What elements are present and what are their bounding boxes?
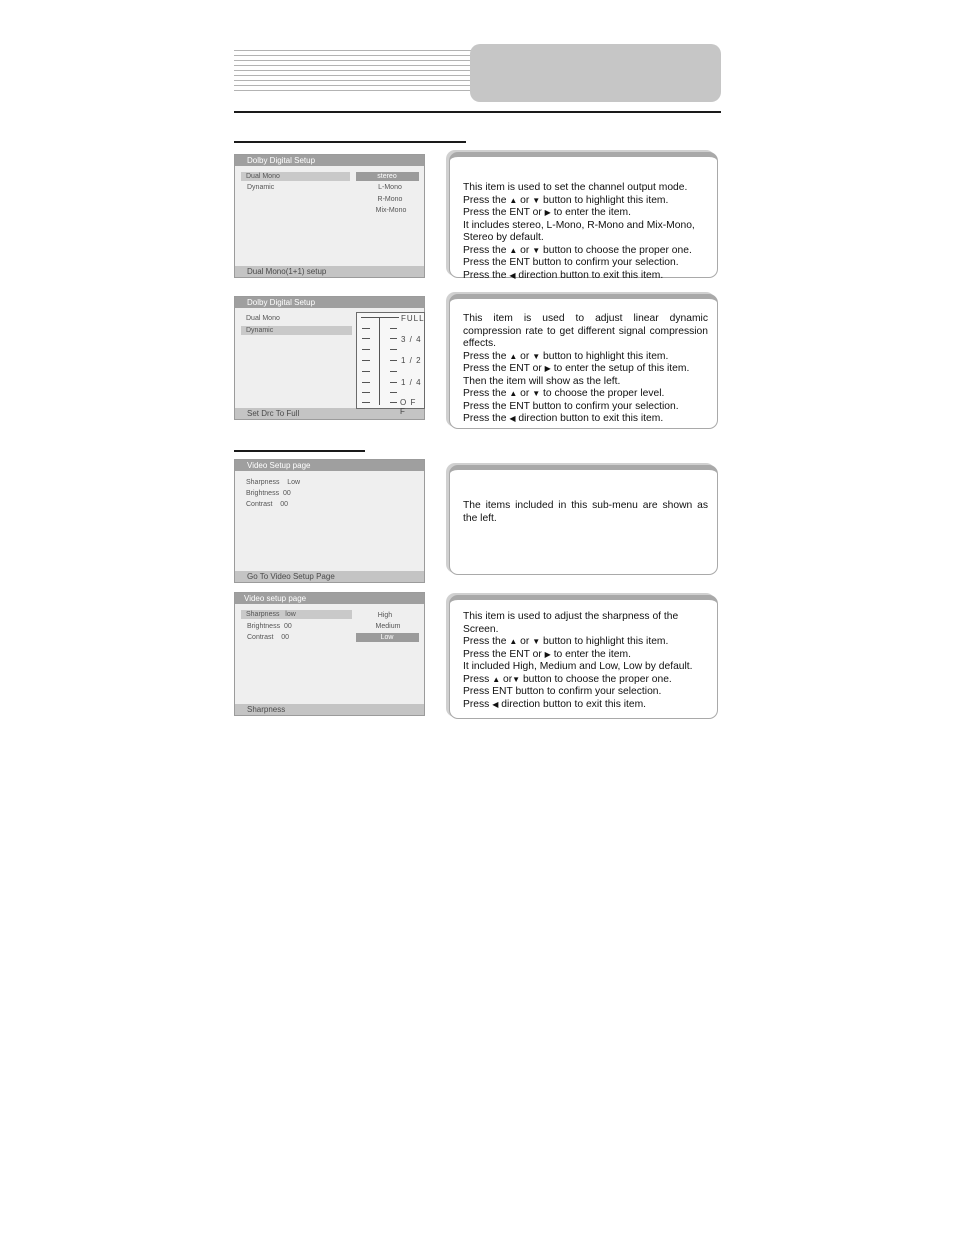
menu-item-brightness[interactable]: Brightness 00	[247, 623, 292, 630]
option-r-mono[interactable]: R-Mono	[377, 196, 403, 203]
desc-line: Press ◀ direction button to exit this item.	[463, 698, 647, 710]
osd-title: Video Setup page	[235, 460, 424, 471]
osd-footer: Dual Mono(1+1) setup	[235, 266, 424, 277]
header-decoration-lines	[234, 50, 472, 96]
level-label-1-4: 1 / 4	[401, 378, 422, 387]
option-medium[interactable]: Medium	[375, 623, 401, 630]
desc-line: Press the ▲ or ▼ button to highlight this item.	[463, 194, 669, 206]
menu-item-dynamic[interactable]: Dynamic	[246, 327, 274, 334]
level-label-full: FULL	[401, 314, 425, 323]
osd-panel-dual-mono	[234, 154, 425, 278]
desc-line: Press the ENT button to confirm your selection.	[463, 257, 679, 268]
down-arrow-icon: ▼	[532, 637, 541, 646]
scale-tick	[390, 402, 397, 403]
scale-tick	[362, 382, 370, 383]
menu-item-sharpness[interactable]: Sharpness Low	[246, 479, 301, 486]
scale-tick	[390, 360, 397, 361]
level-label-1-2: 1 / 2	[401, 356, 422, 365]
desc-line: It included High, Medium and Low, Low by default.	[463, 661, 693, 672]
scale-tick	[390, 338, 397, 339]
desc-line: Press the ENT button to confirm your selection.	[463, 400, 679, 412]
level-label-3-4: 3 / 4	[401, 335, 422, 344]
scale-tick	[390, 392, 397, 393]
osd-panel-sharpness	[234, 592, 425, 716]
osd-title: Dolby Digital Setup	[235, 297, 424, 308]
desc-line: Press the ENT or ▶ to enter the item.	[463, 648, 631, 660]
down-arrow-icon: ▼	[532, 245, 541, 255]
up-arrow-icon: ▲	[492, 674, 501, 684]
left-arrow-icon: ◀	[509, 270, 516, 280]
scale-tick	[362, 392, 370, 393]
desc-line: It includes stereo, L-Mono, R-Mono and Mix-Mono, Stereo by default.	[463, 219, 695, 243]
right-arrow-icon: ▶	[544, 208, 551, 217]
desc-line: Press the ◀ direction button to exit this item.	[463, 413, 664, 424]
description-text	[463, 611, 708, 711]
scale-tick	[390, 371, 397, 372]
desc-line: Press ▲ or▼ button to choose the proper one.	[463, 673, 672, 685]
scale-tick	[362, 338, 370, 339]
scale-tick	[362, 349, 370, 350]
description-box-video-setup	[449, 465, 718, 575]
description-text	[463, 500, 708, 525]
down-arrow-icon: ▼	[512, 674, 521, 684]
menu-item-dual-mono[interactable]: Dual Mono	[246, 173, 280, 180]
option-mix-mono[interactable]: Mix-Mono	[375, 207, 407, 214]
up-arrow-icon: ▲	[509, 245, 518, 255]
description-text	[463, 313, 708, 426]
desc-line: Press the ▲ or ▼ to choose the proper level.	[463, 388, 665, 399]
left-arrow-icon: ◀	[492, 699, 499, 709]
desc-line: Then the item will show as the left.	[463, 375, 621, 387]
right-arrow-icon: ▶	[544, 364, 551, 373]
scale-slider-knob[interactable]	[361, 317, 399, 318]
menu-item-contrast[interactable]: Contrast 00	[246, 501, 289, 508]
menu-item-dual-mono[interactable]: Dual Mono	[246, 315, 280, 322]
description-box-sharpness	[449, 595, 718, 719]
scale-track	[379, 317, 380, 405]
description-text	[463, 182, 708, 282]
up-arrow-icon: ▲	[509, 389, 518, 398]
up-arrow-icon: ▲	[509, 351, 518, 361]
menu-item-dynamic[interactable]: Dynamic	[247, 184, 275, 191]
scale-tick	[390, 382, 397, 383]
scale-tick	[362, 402, 370, 403]
option-stereo[interactable]: stereo	[377, 173, 397, 180]
osd-title: Dolby Digital Setup	[235, 155, 424, 166]
osd-footer: Go To Video Setup Page	[235, 571, 424, 582]
desc-line: Press the ENT or ▶ to enter the setup of this item.	[463, 363, 690, 374]
scale-tick	[362, 360, 370, 361]
down-arrow-icon: ▼	[532, 389, 541, 398]
desc-line: This item is used to adjust the sharpness of the Screen.	[463, 611, 679, 635]
left-arrow-icon: ◀	[509, 414, 516, 423]
level-label-off: O F F	[400, 398, 417, 416]
scale-tick	[362, 371, 370, 372]
option-l-mono[interactable]: L-Mono	[378, 184, 402, 191]
header-tab	[470, 44, 721, 102]
down-arrow-icon: ▼	[532, 195, 541, 205]
desc-line: This item is used to set the channel output mode.	[463, 182, 688, 193]
desc-line: Press the ▲ or ▼ button to highlight this item.	[463, 636, 669, 647]
description-box-dynamic	[449, 294, 718, 429]
scale-tick	[390, 349, 397, 350]
desc-line: Press the ▲ or ▼ button to choose the proper one.	[463, 244, 692, 256]
menu-item-brightness[interactable]: Brightness 00	[246, 490, 291, 497]
drc-level-scale[interactable]	[356, 312, 425, 416]
desc-line: The items included in this sub-menu are shown as the left.	[463, 500, 708, 524]
header-rule	[234, 111, 721, 113]
desc-line: This item is used to adjust linear dynamic compression rate to get different signal compression effects.	[463, 313, 708, 349]
menu-item-contrast[interactable]: Contrast 00	[247, 634, 290, 641]
desc-line: Press the ENT or ▶ to enter the item.	[463, 207, 631, 218]
up-arrow-icon: ▲	[509, 195, 518, 205]
up-arrow-icon: ▲	[509, 637, 518, 646]
scale-tick	[390, 328, 397, 329]
osd-footer: Sharpness	[235, 704, 424, 715]
osd-title: Video setup page	[235, 593, 424, 604]
right-arrow-icon: ▶	[544, 649, 551, 659]
scale-tick	[362, 328, 370, 329]
section-rule-dolby	[234, 141, 466, 143]
down-arrow-icon: ▼	[532, 351, 541, 361]
menu-item-sharpness[interactable]: Sharpness low	[246, 611, 296, 618]
option-high[interactable]: High	[377, 612, 393, 619]
option-low[interactable]: Low	[380, 634, 394, 641]
desc-line: Press the ▲ or ▼ button to highlight this item.	[463, 350, 669, 362]
desc-line: Press ENT button to confirm your selection.	[463, 686, 662, 697]
description-box-dual-mono	[449, 152, 718, 281]
desc-line: Press the ◀ direction button to exit this item.	[463, 269, 664, 281]
osd-footer: Set Drc To Full	[235, 408, 424, 419]
section-rule-video	[234, 450, 365, 452]
osd-panel-video-setup	[234, 459, 425, 583]
